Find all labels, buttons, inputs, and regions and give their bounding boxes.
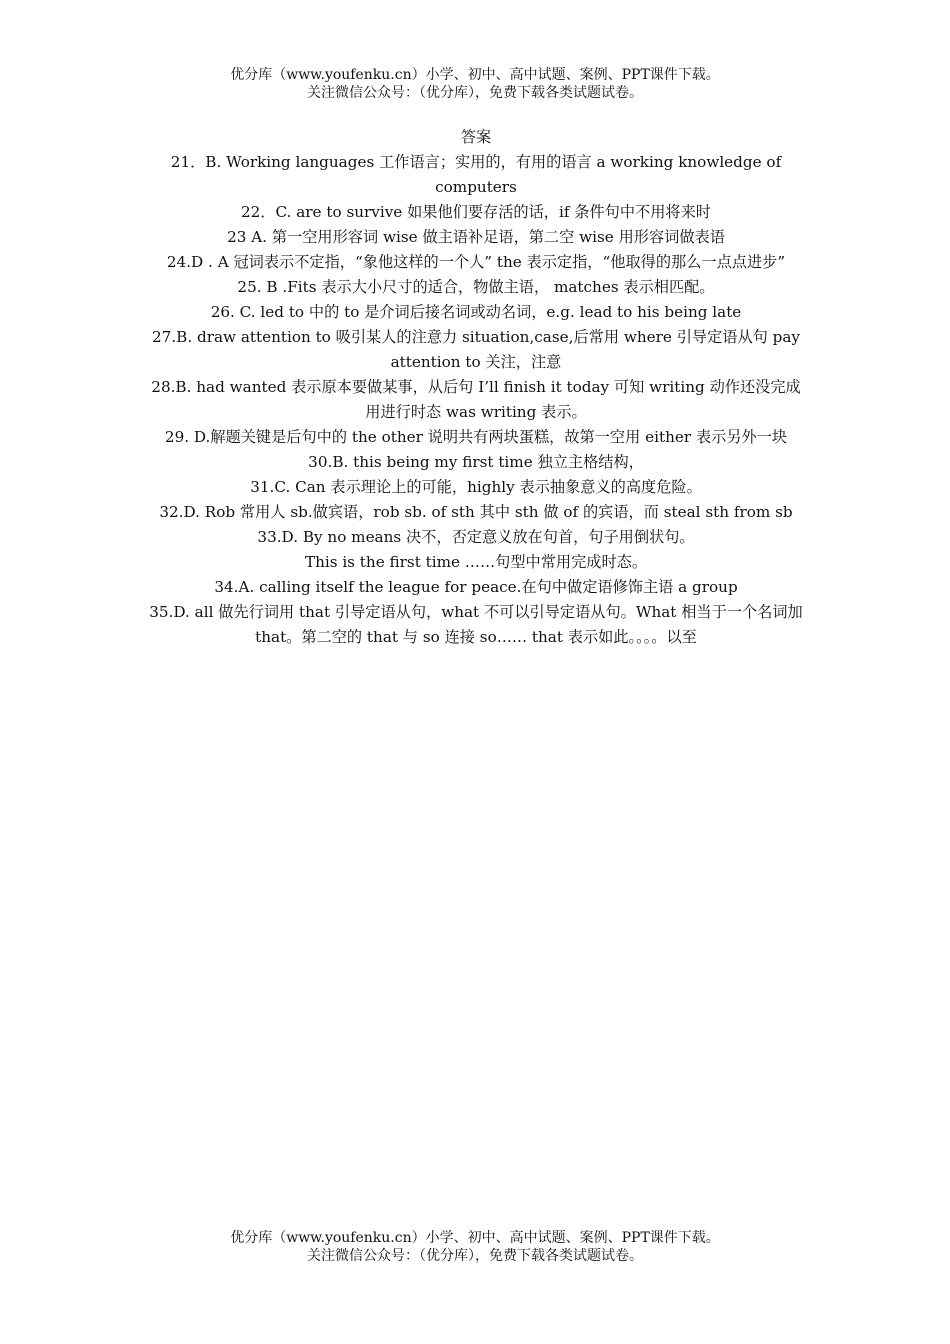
footer-line-1: 优分库（www.youfenku.cn）小学、初中、高中试题、案例、PPT课件下载。 bbox=[230, 1230, 720, 1246]
answer-line-29: 29. D.解题关键是后句中的 the other 说明共有两块蛋糕，故第一空用 either 表示另外一块 bbox=[164, 428, 788, 446]
answer-line-32: 32.D. Rob 常用人 sb.做宾语，rob sb. of sth 其中 sth 做 of 的宾语，而 steal sth from sb bbox=[159, 503, 793, 521]
answer-line-30: 30.B. this being my first time 独立主格结构， bbox=[308, 453, 644, 471]
answer-line-33: 33.D. By no means 决不，否定意义放在句首，句子用倒状句。 bbox=[257, 528, 695, 546]
answer-title: 答案 bbox=[460, 128, 492, 146]
answer-line-25: 25. B .Fits 表示大小尺寸的适合，物做主语， matches 表示相匹配。 bbox=[237, 278, 715, 296]
header-line-2: 关注微信公众号：（优分库），免费下载各类试题试卷。 bbox=[307, 85, 643, 101]
answer-line-28: 28.B. had wanted 表示原本要做某事，从后句 I’ll finish it today 可知 writing 动作还没完成用进行时态 was writing 表示。 bbox=[151, 378, 801, 421]
header-line-1: 优分库（www.youfenku.cn）小学、初中、高中试题、案例、PPT课件下载。 bbox=[230, 67, 720, 83]
answer-line-21: 21．B. Working languages 工作语言；实用的，有用的语言 a working knowledge of computers bbox=[170, 153, 782, 196]
answer-line-31: 31.C. Can 表示理论上的可能，highly 表示抽象意义的高度危险。 bbox=[250, 478, 702, 496]
answer-line-34: 34.A. calling itself the league for peace.在句中做定语修饰主语 a group bbox=[214, 578, 738, 596]
answer-line-35: 35.D. all 做先行词用 that 引导定语从句，what 不可以引导定语从句。What 相当于一个名词加 that。第二空的 that 与 so 连接 so…… that 表示如此。。。。以至 bbox=[149, 603, 803, 646]
answer-line-27: 27.B. draw attention to 吸引某人的注意力 situation,case,后常用 where 引导定语从句 pay attention to 关注，注意 bbox=[152, 328, 800, 371]
answer-line-24: 24.D . A 冠词表示不定指，“象他这样的一个人” the 表示定指，“他取得的那么一点点进步” bbox=[166, 253, 786, 271]
page-header bbox=[0, 66, 950, 102]
answer-line-26: 26. C. led to 中的 to 是介词后接名词或动名词，e.g. lead to his being late bbox=[210, 303, 742, 321]
answer-line-33-note: This is the first time ……句型中常用完成时态。 bbox=[304, 553, 648, 571]
footer-line-2: 关注微信公众号：（优分库），免费下载各类试题试卷。 bbox=[307, 1248, 643, 1264]
answer-line-23: 23 A. 第一空用形容词 wise 做主语补足语，第二空 wise 用形容词做表语 bbox=[227, 228, 725, 246]
page-footer bbox=[0, 1229, 950, 1265]
answer-line-22: 22．C. are to survive 如果他们要存活的话，if 条件句中不用将来时 bbox=[241, 203, 711, 221]
answer-section bbox=[145, 125, 807, 650]
